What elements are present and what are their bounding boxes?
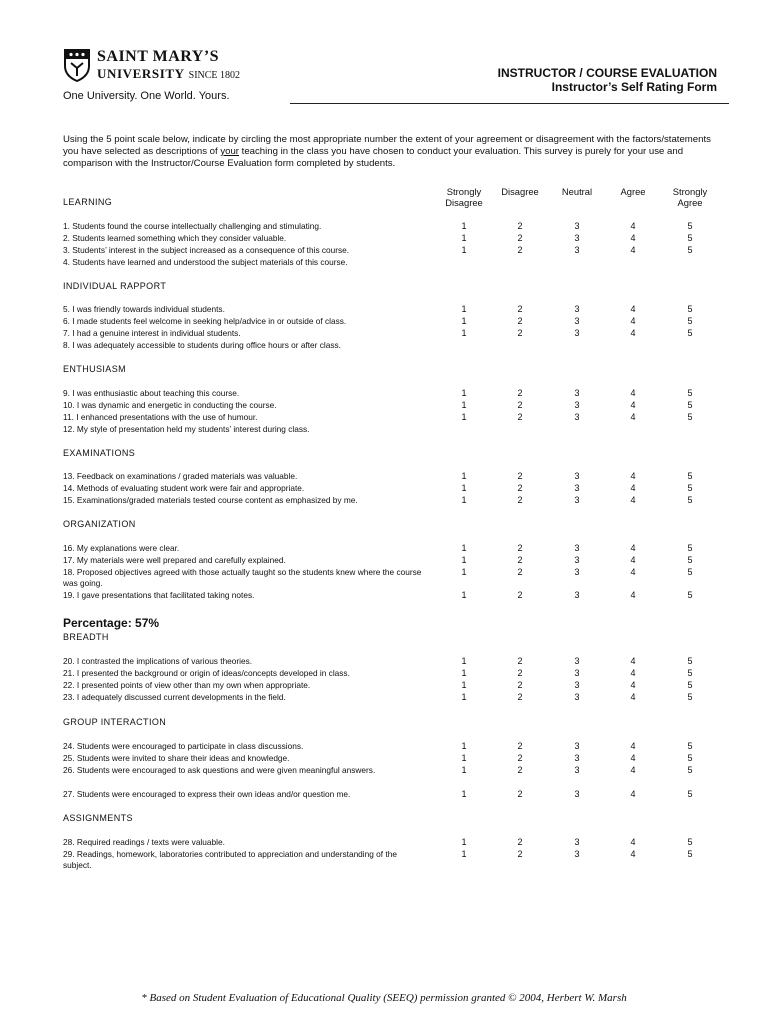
rating-option-5[interactable]: 5 — [687, 668, 693, 678]
rating-option-3[interactable]: 3 — [574, 304, 580, 314]
rating-option-5[interactable]: 5 — [687, 590, 693, 600]
rating-option-2[interactable]: 2 — [517, 412, 523, 422]
rating-option-4[interactable]: 4 — [630, 837, 636, 847]
rating-option-1[interactable]: 1 — [461, 328, 467, 338]
rating-option-2[interactable]: 2 — [517, 245, 523, 255]
item-statement: 11. I enhanced presentations with the use of humour. — [63, 412, 258, 422]
rating-option-1[interactable]: 1 — [461, 765, 467, 775]
logo-since: SINCE 1802 — [188, 70, 241, 81]
item-statement: 7. I had a genuine interest in individual students. — [63, 328, 241, 338]
column-header-strongly-agree: Strongly Agree — [672, 186, 708, 208]
item-statement: 4. Students have learned and understood the subject materials of this course. — [63, 257, 348, 267]
rating-option-4[interactable]: 4 — [630, 221, 636, 231]
column-header-agree: Agree — [620, 186, 646, 197]
rating-option-2[interactable]: 2 — [517, 471, 523, 481]
rating-option-2[interactable]: 2 — [517, 656, 523, 666]
item-statement: 6. I made students feel welcome in seeking help/advice in or outside of class. — [63, 316, 347, 326]
rating-option-4[interactable]: 4 — [630, 849, 636, 859]
rating-option-3[interactable]: 3 — [574, 316, 580, 326]
rating-option-5[interactable]: 5 — [687, 304, 693, 314]
rating-option-1[interactable]: 1 — [461, 753, 467, 763]
rating-option-3[interactable]: 3 — [574, 789, 580, 799]
rating-option-1[interactable]: 1 — [461, 400, 467, 410]
footer-citation: * Based on Student Evaluation of Educational Quality (SEEQ) permission granted © 2004, Herbert W. Marsh — [141, 992, 627, 1004]
item-statement: 21. I presented the background or origin of ideas/concepts developed in class. — [63, 668, 350, 678]
rating-option-3[interactable]: 3 — [574, 245, 580, 255]
section-heading: LEARNING — [63, 197, 113, 207]
rating-option-5[interactable]: 5 — [687, 656, 693, 666]
item-statement: 29. Readings, homework, laboratories contributed to appreciation and understanding of the subject. — [63, 849, 397, 870]
rating-option-1[interactable]: 1 — [461, 668, 467, 678]
rating-option-2[interactable]: 2 — [517, 233, 523, 243]
rating-option-4[interactable]: 4 — [630, 668, 636, 678]
rating-option-3[interactable]: 3 — [574, 328, 580, 338]
crest-icon — [63, 48, 91, 82]
rating-option-5[interactable]: 5 — [687, 849, 693, 859]
logo-tagline: One University. One World. Yours. — [63, 90, 230, 102]
item-statement: 9. I was enthusiastic about teaching this course. — [63, 388, 240, 398]
rating-option-5[interactable]: 5 — [687, 483, 693, 493]
rating-option-1[interactable]: 1 — [461, 495, 467, 505]
rating-option-2[interactable]: 2 — [517, 543, 523, 553]
rating-option-4[interactable]: 4 — [630, 483, 636, 493]
rating-option-1[interactable]: 1 — [461, 388, 467, 398]
rating-option-1[interactable]: 1 — [461, 412, 467, 422]
item-statement: 2. Students learned something which they consider valuable. — [63, 233, 287, 243]
rating-option-5[interactable]: 5 — [687, 837, 693, 847]
rating-option-4[interactable]: 4 — [630, 741, 636, 751]
rating-option-4[interactable]: 4 — [630, 400, 636, 410]
item-statement: 13. Feedback on examinations / graded materials was valuable. — [63, 471, 298, 481]
column-header-strongly-disagree: Strongly Disagree — [445, 186, 483, 208]
rating-option-1[interactable]: 1 — [461, 304, 467, 314]
column-header-neutral: Neutral — [561, 186, 593, 197]
rating-option-5[interactable]: 5 — [687, 400, 693, 410]
rating-option-2[interactable]: 2 — [517, 495, 523, 505]
rating-option-4[interactable]: 4 — [630, 590, 636, 600]
form-subtitle: Instructor’s Self Rating Form — [551, 80, 717, 94]
rating-option-3[interactable]: 3 — [574, 412, 580, 422]
item-statement: 28. Required readings / texts were valuable. — [63, 837, 225, 847]
rating-option-2[interactable]: 2 — [517, 483, 523, 493]
rating-option-3[interactable]: 3 — [574, 765, 580, 775]
column-header-disagree: Disagree — [501, 186, 539, 197]
rating-option-3[interactable]: 3 — [574, 668, 580, 678]
rating-option-2[interactable]: 2 — [517, 765, 523, 775]
item-statement: 25. Students were invited to share their ideas and knowledge. — [63, 753, 290, 763]
item-statement: 14. Methods of evaluating student work were fair and appropriate. — [63, 483, 305, 493]
rating-option-1[interactable]: 1 — [461, 656, 467, 666]
rating-option-1[interactable]: 1 — [461, 680, 467, 690]
rating-option-2[interactable]: 2 — [517, 400, 523, 410]
rating-option-5[interactable]: 5 — [687, 543, 693, 553]
logo-university — [97, 66, 240, 82]
item-statement: 27. Students were encouraged to express their own ideas and/or question me. — [63, 789, 351, 799]
item-statement: 15. Examinations/graded materials tested course content as emphasized by me. — [63, 495, 358, 505]
item-statement: 22. I presented points of view other than my own when appropriate. — [63, 680, 311, 690]
rating-option-5[interactable]: 5 — [687, 741, 693, 751]
instructions-emphasis: your — [220, 146, 239, 157]
rating-option-5[interactable]: 5 — [687, 412, 693, 422]
rating-option-4[interactable]: 4 — [630, 388, 636, 398]
rating-option-4[interactable]: 4 — [630, 692, 636, 702]
rating-option-1[interactable]: 1 — [461, 483, 467, 493]
rating-option-1[interactable]: 1 — [461, 555, 467, 565]
rating-option-4[interactable]: 4 — [630, 555, 636, 565]
rating-option-2[interactable]: 2 — [517, 837, 523, 847]
rating-option-4[interactable]: 4 — [630, 567, 636, 577]
rating-option-2[interactable]: 2 — [517, 221, 523, 231]
rating-option-5[interactable]: 5 — [687, 495, 693, 505]
item-statement: 23. I adequately discussed current developments in the field. — [63, 692, 286, 702]
rating-option-4[interactable]: 4 — [630, 495, 636, 505]
instructions-paragraph — [63, 134, 729, 170]
section-heading: EXAMINATIONS — [63, 448, 136, 458]
logo-university-word: UNIVERSITY — [97, 66, 185, 81]
rating-option-5[interactable]: 5 — [687, 765, 693, 775]
rating-option-5[interactable]: 5 — [687, 692, 693, 702]
rating-option-3[interactable]: 3 — [574, 590, 580, 600]
rating-option-5[interactable]: 5 — [687, 316, 693, 326]
rating-option-4[interactable]: 4 — [630, 304, 636, 314]
rating-option-2[interactable]: 2 — [517, 388, 523, 398]
rating-option-4[interactable]: 4 — [630, 543, 636, 553]
rating-option-5[interactable]: 5 — [687, 245, 693, 255]
rating-option-5[interactable]: 5 — [687, 328, 693, 338]
rating-option-2[interactable]: 2 — [517, 668, 523, 678]
rating-option-1[interactable]: 1 — [461, 221, 467, 231]
rating-option-3[interactable]: 3 — [574, 400, 580, 410]
rating-option-2[interactable]: 2 — [517, 692, 523, 702]
rating-option-2[interactable]: 2 — [517, 304, 523, 314]
rating-option-1[interactable]: 1 — [461, 233, 467, 243]
rating-option-2[interactable]: 2 — [517, 680, 523, 690]
rating-option-3[interactable]: 3 — [574, 567, 580, 577]
section-heading: ORGANIZATION — [63, 519, 136, 529]
item-statement: 20. I contrasted the implications of various theories. — [63, 656, 253, 666]
item-statement: 5. I was friendly towards individual students. — [63, 304, 225, 314]
rating-option-3[interactable]: 3 — [574, 221, 580, 231]
section-heading: ASSIGNMENTS — [63, 813, 133, 823]
rating-option-4[interactable]: 4 — [630, 316, 636, 326]
rating-option-1[interactable]: 1 — [461, 849, 467, 859]
section-heading: BREADTH — [63, 632, 109, 642]
rating-option-1[interactable]: 1 — [461, 245, 467, 255]
rating-option-2[interactable]: 2 — [517, 849, 523, 859]
section-heading: ENTHUSIASM — [63, 364, 127, 374]
rating-option-5[interactable]: 5 — [687, 567, 693, 577]
rating-option-3[interactable]: 3 — [574, 656, 580, 666]
rating-option-4[interactable]: 4 — [630, 765, 636, 775]
item-statement: 12. My style of presentation held my students’ interest during class. — [63, 424, 310, 434]
rating-option-1[interactable]: 1 — [461, 789, 467, 799]
rating-option-3[interactable]: 3 — [574, 692, 580, 702]
rating-option-4[interactable]: 4 — [630, 789, 636, 799]
rating-option-1[interactable]: 1 — [461, 692, 467, 702]
rating-option-1[interactable]: 1 — [461, 590, 467, 600]
rating-option-3[interactable]: 3 — [574, 388, 580, 398]
form-title: INSTRUCTOR / COURSE EVALUATION — [497, 66, 717, 80]
rating-option-4[interactable]: 4 — [630, 471, 636, 481]
rating-option-4[interactable]: 4 — [630, 245, 636, 255]
logo-name: SAINT MARY’S — [97, 48, 220, 65]
rating-option-5[interactable]: 5 — [687, 555, 693, 565]
item-statement: 17. My materials were well prepared and carefully explained. — [63, 555, 286, 565]
header-divider — [290, 103, 729, 104]
rating-option-3[interactable]: 3 — [574, 495, 580, 505]
rating-option-5[interactable]: 5 — [687, 233, 693, 243]
rating-option-1[interactable]: 1 — [461, 837, 467, 847]
rating-option-2[interactable]: 2 — [517, 567, 523, 577]
rating-option-3[interactable]: 3 — [574, 543, 580, 553]
rating-option-1[interactable]: 1 — [461, 567, 467, 577]
percentage-score: Percentage: 57% — [63, 616, 160, 630]
rating-option-1[interactable]: 1 — [461, 316, 467, 326]
rating-option-5[interactable]: 5 — [687, 753, 693, 763]
rating-option-3[interactable]: 3 — [574, 741, 580, 751]
rating-option-4[interactable]: 4 — [630, 656, 636, 666]
rating-option-2[interactable]: 2 — [517, 753, 523, 763]
rating-option-4[interactable]: 4 — [630, 680, 636, 690]
rating-option-3[interactable]: 3 — [574, 233, 580, 243]
item-statement: 16. My explanations were clear. — [63, 543, 180, 553]
item-statement: 10. I was dynamic and energetic in conducting the course. — [63, 400, 277, 410]
rating-option-5[interactable]: 5 — [687, 789, 693, 799]
rating-option-5[interactable]: 5 — [687, 221, 693, 231]
item-statement: 24. Students were encouraged to participate in class discussions. — [63, 741, 304, 751]
rating-option-2[interactable]: 2 — [517, 555, 523, 565]
rating-option-5[interactable]: 5 — [687, 388, 693, 398]
item-statement: 1. Students found the course intellectually challenging and stimulating. — [63, 221, 322, 231]
section-heading: INDIVIDUAL RAPPORT — [63, 281, 167, 291]
rating-option-5[interactable]: 5 — [687, 471, 693, 481]
item-statement: 18. Proposed objectives agreed with those actually taught so the students knew where the course was going. — [63, 567, 422, 588]
rating-option-4[interactable]: 4 — [630, 233, 636, 243]
item-statement: 3. Students’ interest in the subject increased as a consequence of this course. — [63, 245, 350, 255]
rating-option-3[interactable]: 3 — [574, 753, 580, 763]
rating-option-1[interactable]: 1 — [461, 471, 467, 481]
rating-option-3[interactable]: 3 — [574, 483, 580, 493]
instructions-text-1: Using the 5 point scale below, indicate by circling the most appropriate number the extent of your agreement or disagreement with the factors/statements you have selected as descriptions of — [63, 134, 711, 157]
item-statement: 8. I was adequately accessible to students during office hours or after class. — [63, 340, 341, 350]
section-heading: GROUP INTERACTION — [63, 717, 167, 727]
rating-option-3[interactable]: 3 — [574, 471, 580, 481]
rating-option-4[interactable]: 4 — [630, 753, 636, 763]
rating-option-3[interactable]: 3 — [574, 555, 580, 565]
rating-option-2[interactable]: 2 — [517, 741, 523, 751]
instructions-text-2: teaching in the class you have chosen to conduct your evaluation. This survey is purely for your use and comparison with the Instructor/Course Evaluation form completed by students. — [63, 146, 684, 169]
rating-option-1[interactable]: 1 — [461, 741, 467, 751]
rating-option-4[interactable]: 4 — [630, 328, 636, 338]
rating-option-1[interactable]: 1 — [461, 543, 467, 553]
item-statement: 26. Students were encouraged to ask questions and were given meaningful answers. — [63, 765, 376, 775]
rating-option-4[interactable]: 4 — [630, 412, 636, 422]
rating-option-3[interactable]: 3 — [574, 849, 580, 859]
rating-option-2[interactable]: 2 — [517, 590, 523, 600]
rating-option-5[interactable]: 5 — [687, 680, 693, 690]
rating-option-2[interactable]: 2 — [517, 789, 523, 799]
rating-option-2[interactable]: 2 — [517, 328, 523, 338]
university-logo — [63, 44, 293, 104]
rating-option-3[interactable]: 3 — [574, 680, 580, 690]
rating-option-2[interactable]: 2 — [517, 316, 523, 326]
rating-option-3[interactable]: 3 — [574, 837, 580, 847]
item-statement: 19. I gave presentations that facilitated taking notes. — [63, 590, 255, 600]
